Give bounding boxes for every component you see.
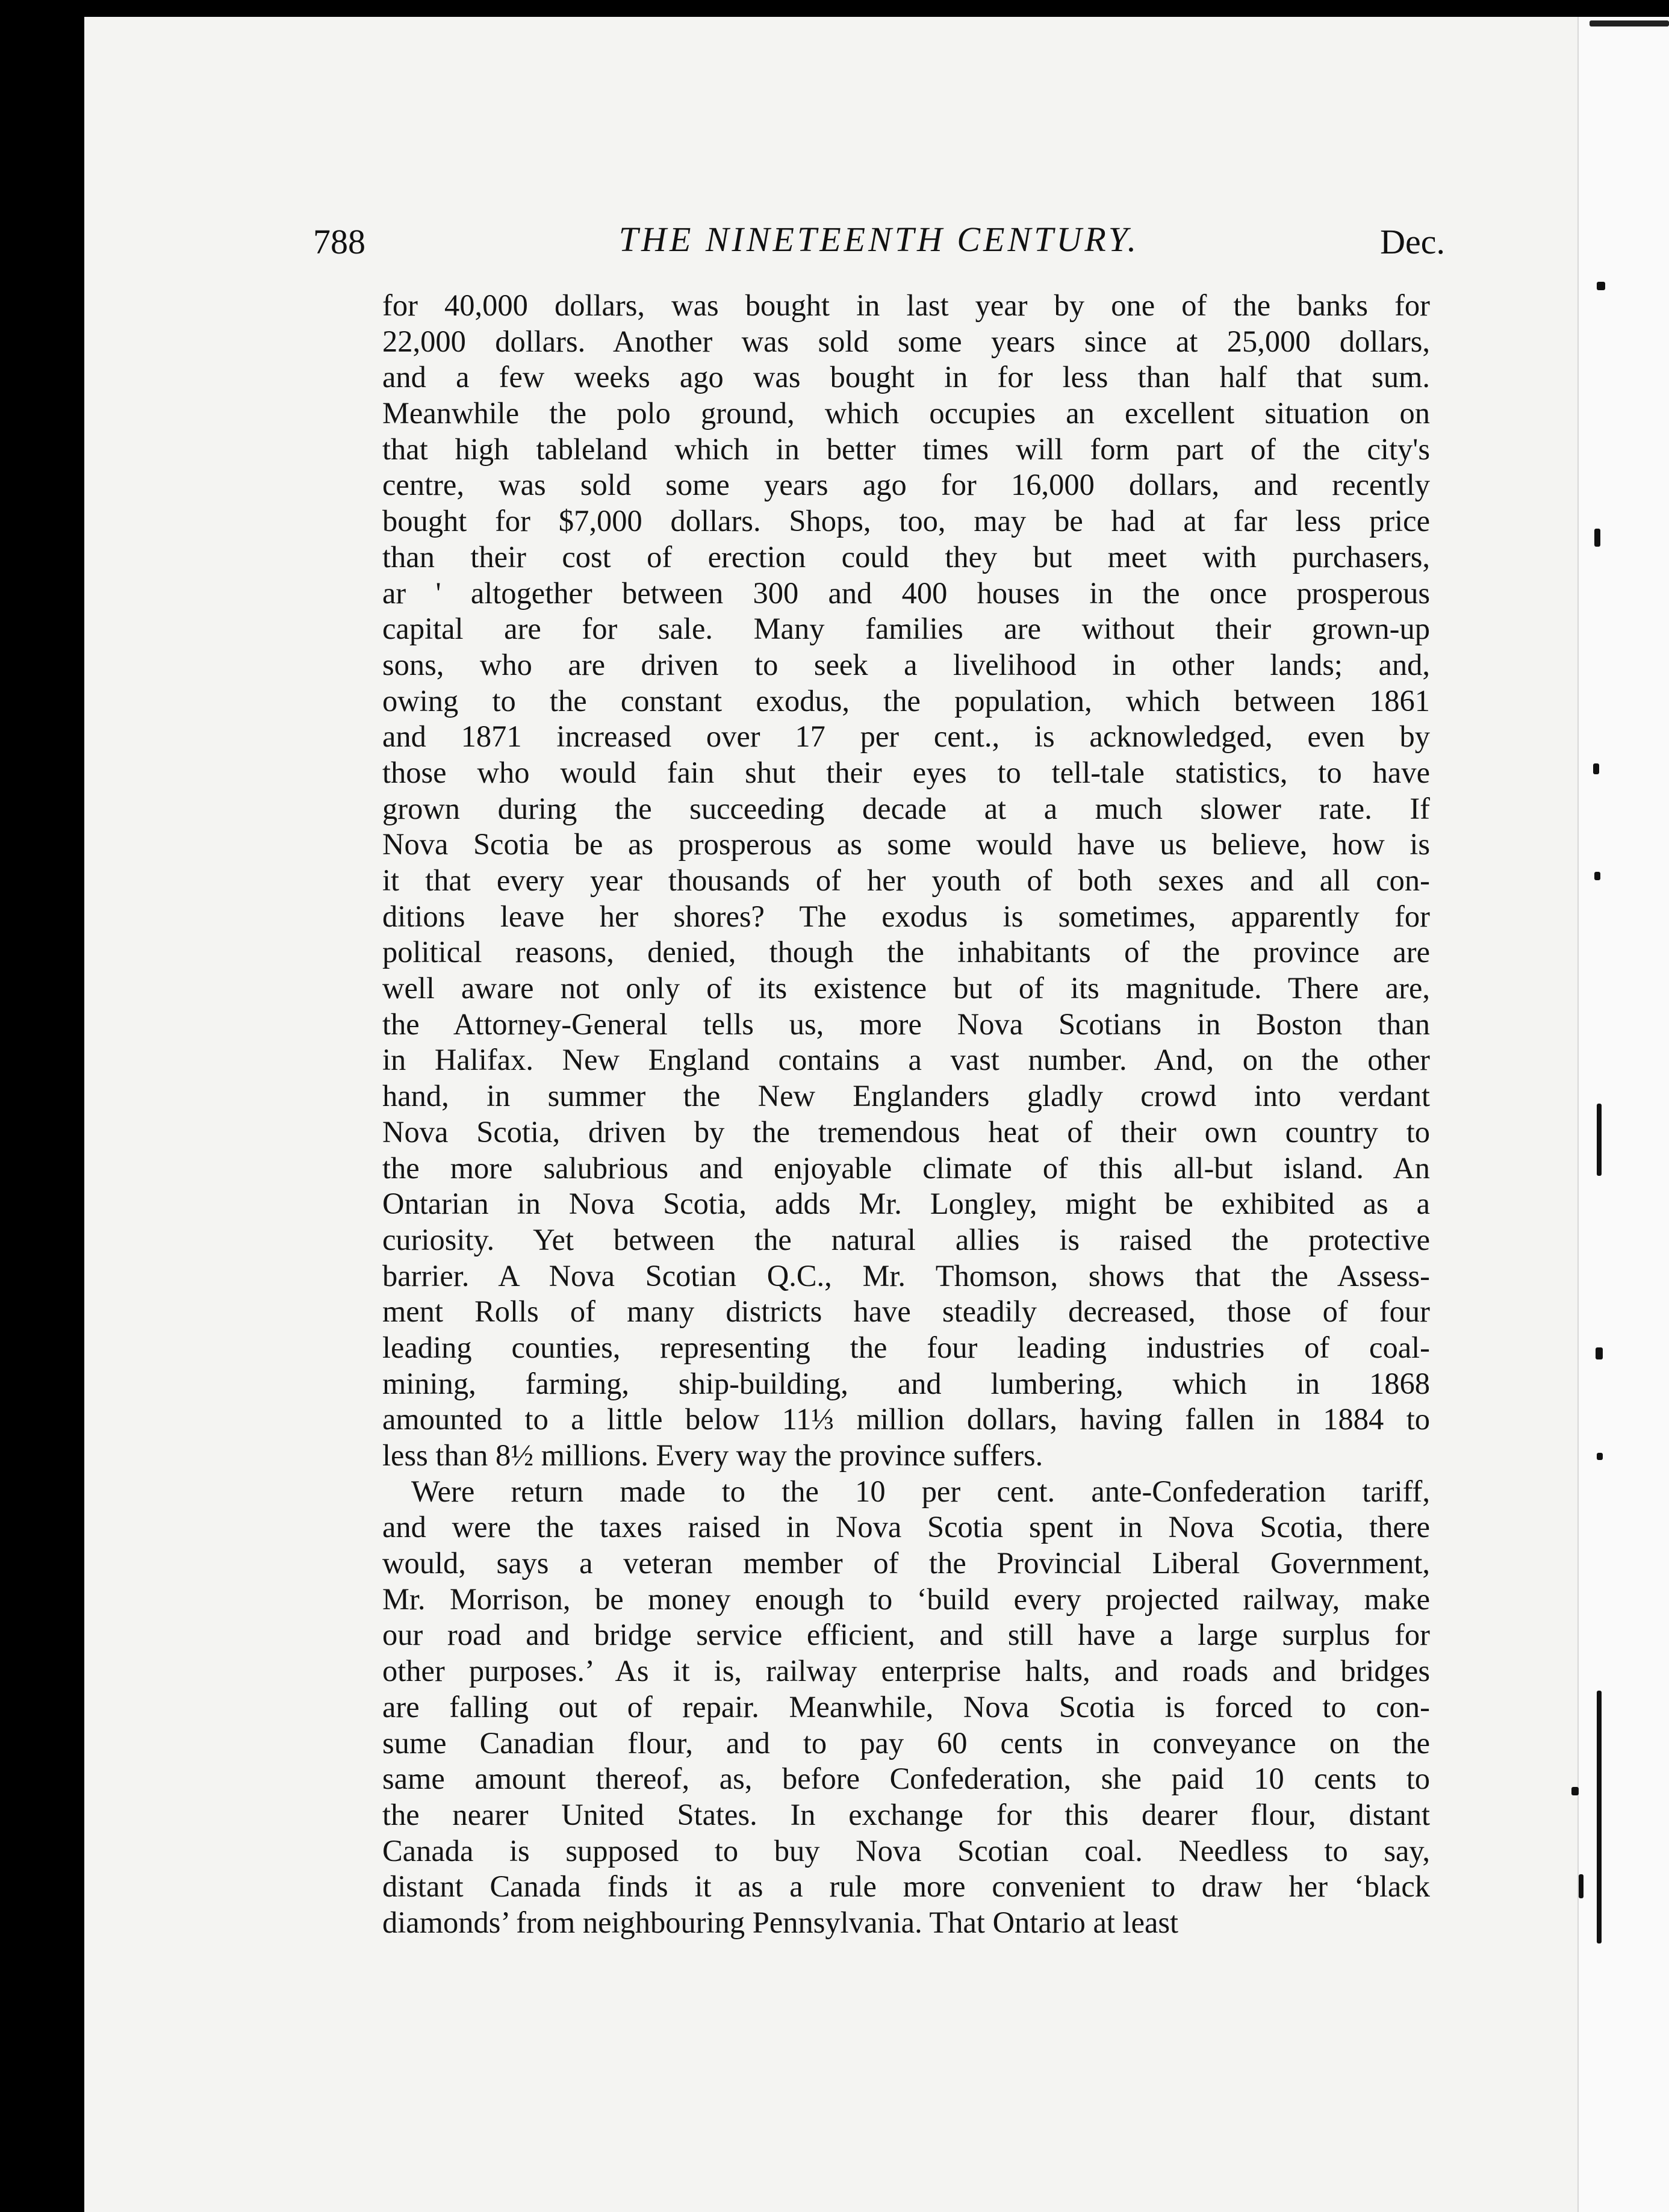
- text-line: the nearer United States. In exchange for this dearer flour, distant: [382, 1797, 1430, 1831]
- running-title: THE NINETEENTH CENTURY.: [618, 220, 1140, 259]
- text-line: owing to the constant exodus, the population, which between 1861: [382, 683, 1430, 718]
- text-line: curiosity. Yet between the natural allies is raised the protective: [382, 1222, 1430, 1257]
- text-line: those who would fain shut their eyes to tell-tale statistics, to have: [382, 755, 1430, 789]
- text-line: our road and bridge service efficient, and still have a large surplus for: [382, 1618, 1430, 1652]
- text-line: and 1871 increased over 17 per cent., is acknowledged, even by: [382, 719, 1430, 754]
- text-line: ditions leave her shores? The exodus is sometimes, apparently for: [382, 899, 1430, 933]
- text-line: barrier. A Nova Scotian Q.C., Mr. Thomson, shows that the Assess-: [382, 1258, 1430, 1293]
- text-line: ar ' altogether between 300 and 400 houses in the once prosperous: [382, 576, 1430, 610]
- bleed-through-mark: [1597, 1691, 1602, 1943]
- text-line: in Halifax. New England contains a vast number. And, on the other: [382, 1043, 1430, 1077]
- text-line: distant Canada finds it as a rule more convenient to draw her ‘black: [382, 1869, 1430, 1904]
- text-line: well aware not only of its existence but of its magnitude. There are,: [382, 971, 1430, 1005]
- bleed-through-mark: [1597, 282, 1605, 290]
- text-line: that high tableland which in better times will form part of the city's: [382, 432, 1430, 466]
- text-line: it that every year thousands of her youth of both sexes and all con-: [382, 863, 1430, 897]
- text-line: bought for $7,000 dollars. Shops, too, may be had at far less price: [382, 504, 1430, 538]
- text-line: leading counties, representing the four leading industries of coal-: [382, 1330, 1430, 1364]
- text-line: diamonds’ from neighbouring Pennsylvania. That Ontario at least: [382, 1905, 1179, 1939]
- text-line: capital are for sale. Many families are without their grown-up: [382, 612, 1430, 646]
- bleed-through-mark: [1593, 763, 1599, 774]
- bleed-through-mark: [1594, 529, 1600, 547]
- bleed-through-mark: [1597, 1104, 1602, 1176]
- header-month: Dec.: [1380, 222, 1445, 261]
- bleed-through-mark: [1596, 1347, 1603, 1359]
- bleed-through-mark: [1594, 872, 1600, 880]
- text-line: are falling out of repair. Meanwhile, Nova Scotia is forced to con-: [382, 1689, 1430, 1724]
- paragraph: [382, 288, 1430, 1474]
- text-line: less than 8½ millions. Every way the province suffers.: [382, 1438, 1043, 1472]
- text-line: Mr. Morrison, be money enough to ‘build every projected railway, make: [382, 1582, 1430, 1616]
- text-line: and a few weeks ago was bought in for less than half that sum.: [382, 360, 1430, 394]
- text-line: sons, who are driven to seek a livelihood in other lands; and,: [382, 647, 1430, 682]
- text-line: Nova Scotia be as prosperous as some would have us believe, how is: [382, 827, 1430, 862]
- facing-page-edge: [1577, 17, 1669, 2212]
- text-line: Ontarian in Nova Scotia, adds Mr. Longley, might be exhibited as a: [382, 1187, 1430, 1221]
- scanned-page: [84, 17, 1669, 2212]
- text-line: amounted to a little below 11⅓ million dollars, having fallen in 1884 to: [382, 1402, 1430, 1437]
- text-line: and were the taxes raised in Nova Scotia spent in Nova Scotia, there: [382, 1510, 1430, 1544]
- text-line: sume Canadian flour, and to pay 60 cents in conveyance on the: [382, 1726, 1430, 1760]
- text-line: Meanwhile the polo ground, which occupies an excellent situation on: [382, 396, 1430, 430]
- text-line: grown during the succeeding decade at a much slower rate. If: [382, 791, 1430, 825]
- text-line: centre, was sold some years ago for 16,000 dollars, and recently: [382, 468, 1430, 502]
- text-line: same amount thereof, as, before Confederation, she paid 10 cents to: [382, 1762, 1430, 1796]
- text-line: hand, in summer the New Englanders gladly crowd into verdant: [382, 1079, 1430, 1113]
- text-line: Canada is supposed to buy Nova Scotian coal. Needless to say,: [382, 1833, 1430, 1868]
- text-line: 22,000 dollars. Another was sold some years since at 25,000 dollars,: [382, 324, 1430, 358]
- text-line: the Attorney-General tells us, more Nova Scotians in Boston than: [382, 1007, 1430, 1041]
- text-line: Nova Scotia, driven by the tremendous heat of their own country to: [382, 1114, 1430, 1149]
- page-number: 788: [313, 222, 365, 261]
- text-line: the more salubrious and enjoyable climate of this all-but island. An: [382, 1151, 1430, 1185]
- text-line: for 40,000 dollars, was bought in last year by one of the banks for: [382, 288, 1430, 322]
- text-line: ment Rolls of many districts have steadily decreased, those of four: [382, 1294, 1430, 1329]
- paragraph: [382, 1474, 1430, 1941]
- article-body: [382, 288, 1430, 1941]
- bleed-through-mark: [1579, 1874, 1584, 1898]
- bleed-through-mark: [1597, 1453, 1603, 1460]
- bleed-through-mark: [1571, 1787, 1579, 1795]
- text-line: other purposes.’ As it is, railway enterprise halts, and roads and bridges: [382, 1654, 1430, 1688]
- text-line: political reasons, denied, though the inhabitants of the province are: [382, 935, 1430, 969]
- text-line: than their cost of erection could they but meet with purchasers,: [382, 539, 1430, 574]
- text-line: mining, farming, ship-building, and lumbering, which in 1868: [382, 1366, 1430, 1400]
- text-line: would, says a veteran member of the Provincial Liberal Government,: [382, 1546, 1430, 1580]
- page-edge-shadow: [1590, 20, 1669, 26]
- text-line: Were return made to the 10 per cent. ante-Confederation tariff,: [411, 1474, 1430, 1508]
- running-header: [313, 217, 1445, 271]
